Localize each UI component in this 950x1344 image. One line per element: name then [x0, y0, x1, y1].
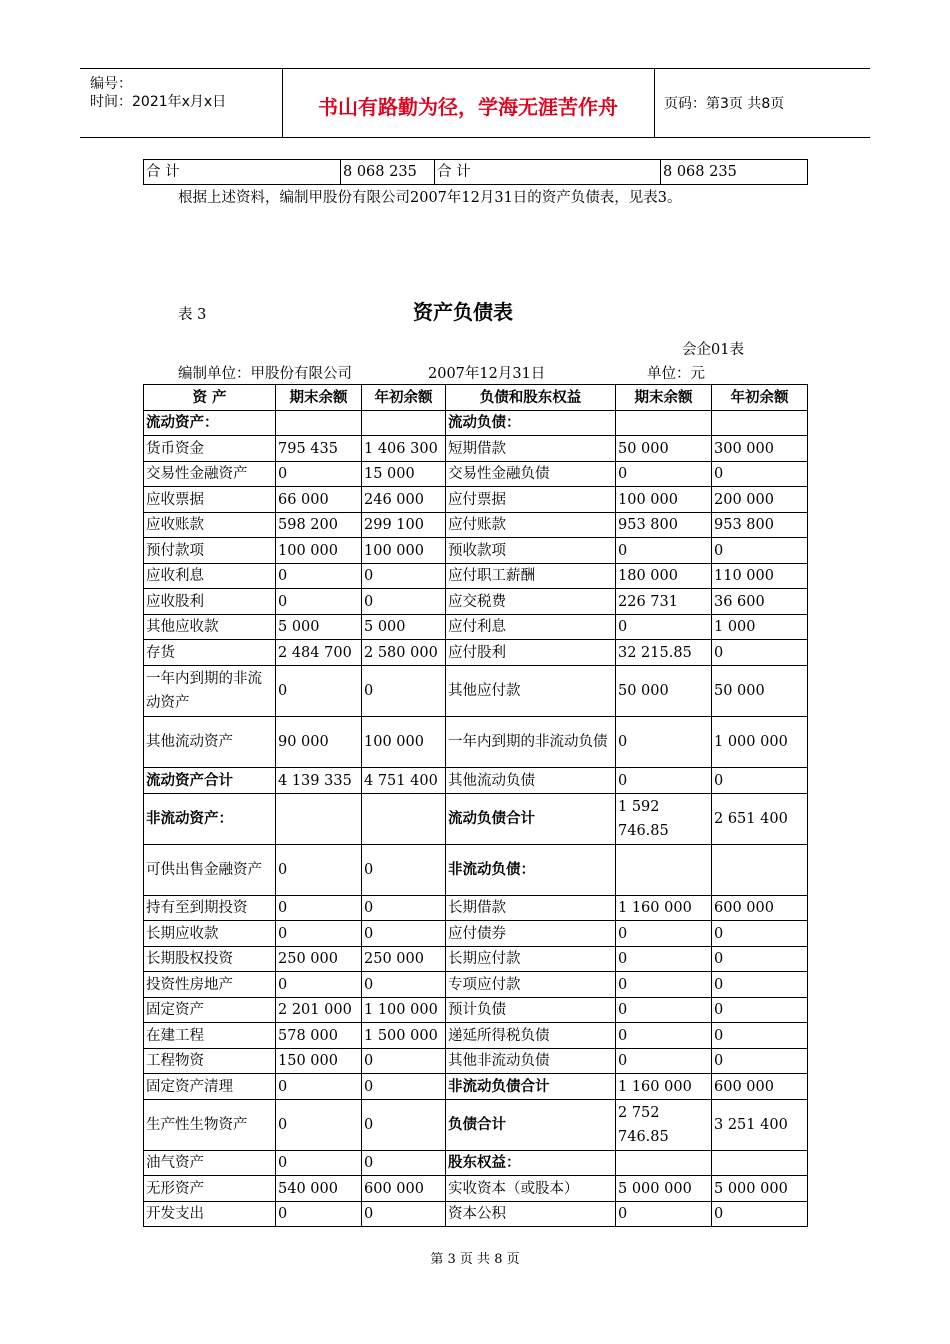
table-cell: 110 000: [712, 564, 808, 589]
table-cell: 0: [276, 589, 362, 615]
number-label: 编号：: [90, 76, 132, 92]
table-cell: 0: [712, 1023, 808, 1049]
table-cell: 短期借款: [446, 436, 616, 462]
table-body: [144, 411, 808, 1227]
table-cell: [712, 845, 808, 896]
table-cell: 8 068 235: [341, 160, 435, 185]
table-cell: 应收票据: [144, 487, 276, 513]
table-cell: 5 000 000: [712, 1176, 808, 1202]
table-cell: [616, 1151, 712, 1176]
table-cell: 开发支出: [144, 1202, 276, 1227]
table-cell: 0: [616, 1023, 712, 1049]
table-cell: 36 600: [712, 589, 808, 615]
table-cell: 1 160 000: [616, 1074, 712, 1100]
table-cell: [362, 411, 446, 436]
table-row: [144, 1049, 808, 1074]
table-cell: 其他应收款: [144, 615, 276, 640]
table-cell: 交易性金融资产: [144, 462, 276, 487]
table-cell: 其他非流动负债: [446, 1049, 616, 1074]
table-cell: 1 000: [712, 615, 808, 640]
table-cell: 在建工程: [144, 1023, 276, 1049]
table-row: [144, 794, 808, 845]
table-cell: 0: [616, 1202, 712, 1227]
preparing-unit: 编制单位：甲股份有限公司: [178, 366, 352, 382]
table-cell: 32 215.85: [616, 640, 712, 666]
table-row: [144, 768, 808, 794]
table-cell: 长期股权投资: [144, 947, 276, 972]
table-cell: 可供出售金融资产: [144, 845, 276, 896]
table-cell: 4 139 335: [276, 768, 362, 794]
table-row: [144, 160, 808, 185]
table-cell: 工程物资: [144, 1049, 276, 1074]
table-cell: 1 406 300: [362, 436, 446, 462]
table-cell: 一年内到期的非流动负债: [446, 717, 616, 768]
table-label: 表 3: [178, 307, 207, 323]
table-cell: 存货: [144, 640, 276, 666]
table-cell: 应收股利: [144, 589, 276, 615]
table-row: [144, 462, 808, 487]
table-cell: 应付股利: [446, 640, 616, 666]
table-cell: 0: [616, 972, 712, 998]
table-cell: 其他应付款: [446, 666, 616, 717]
table-cell: 150 000: [276, 1049, 362, 1074]
table-cell: 长期应付款: [446, 947, 616, 972]
table-cell: 长期借款: [446, 896, 616, 921]
table-cell: 0: [616, 462, 712, 487]
table-cell: 0: [276, 972, 362, 998]
table-cell: 4 751 400: [362, 768, 446, 794]
table-cell: 0: [712, 1202, 808, 1227]
table-cell: 应付债券: [446, 921, 616, 947]
table-row: [144, 1023, 808, 1049]
table-cell: 预收款项: [446, 538, 616, 564]
table-row: [144, 972, 808, 998]
table-cell: 0: [712, 640, 808, 666]
document-title-wrap: [0, 296, 950, 325]
table-cell: 0: [362, 666, 446, 717]
table-cell: 50 000: [712, 666, 808, 717]
time-label: 时间：2021年x月x日: [90, 94, 227, 110]
table-cell: 50 000: [616, 436, 712, 462]
table-cell: 0: [362, 1202, 446, 1227]
table-cell: 其他流动资产: [144, 717, 276, 768]
intro-paragraph: 根据上述资料，编制甲股份有限公司2007年12月31日的资产负债表，见表3。: [178, 190, 682, 206]
table-cell: 0: [276, 564, 362, 589]
table-cell: 100 000: [276, 538, 362, 564]
form-code: 会企01表: [682, 342, 744, 358]
table-cell: 0: [276, 921, 362, 947]
table-cell: 1 592 746.85: [616, 794, 712, 845]
table-cell: 应付职工薪酬: [446, 564, 616, 589]
table-cell: 股东权益：: [446, 1151, 616, 1176]
table-cell: 应付账款: [446, 513, 616, 538]
table-cell: 250 000: [276, 947, 362, 972]
table-cell: 生产性生物资产: [144, 1100, 276, 1151]
table-cell: 226 731: [616, 589, 712, 615]
table-cell: 油气资产: [144, 1151, 276, 1176]
table-cell: 0: [276, 1202, 362, 1227]
table-cell: 0: [616, 921, 712, 947]
table-cell: 应付票据: [446, 487, 616, 513]
table-cell: 流动负债：: [446, 411, 616, 436]
table-cell: 5 000: [362, 615, 446, 640]
table-cell: 0: [362, 589, 446, 615]
table-cell: 资本公积: [446, 1202, 616, 1227]
document-title: 资产负债表: [413, 300, 513, 324]
currency-unit: 单位：元: [647, 366, 705, 382]
table-cell: 0: [616, 768, 712, 794]
table-cell: 非流动资产：: [144, 794, 276, 845]
table-cell: 交易性金融负债: [446, 462, 616, 487]
table-cell: 0: [712, 538, 808, 564]
table-cell: 0: [276, 896, 362, 921]
table-cell: 0: [276, 1100, 362, 1151]
motto: 书山有路勤为径，学海无涯苦作舟: [318, 95, 618, 119]
table-cell: 3 251 400: [712, 1100, 808, 1151]
table-cell: 0: [712, 1049, 808, 1074]
table-cell: 0: [362, 1100, 446, 1151]
table-cell: 15 000: [362, 462, 446, 487]
column-header: 负债和股东权益: [446, 385, 616, 411]
table-cell: 540 000: [276, 1176, 362, 1202]
table-cell: 0: [362, 845, 446, 896]
table-row: [144, 1100, 808, 1151]
table-cell: 1 500 000: [362, 1023, 446, 1049]
table-cell: 0: [712, 768, 808, 794]
table-cell: [276, 794, 362, 845]
table-cell: 2 580 000: [362, 640, 446, 666]
table-cell: 0: [362, 921, 446, 947]
table-cell: 299 100: [362, 513, 446, 538]
table-cell: 180 000: [616, 564, 712, 589]
header-page-cell: [654, 69, 870, 137]
table-cell: 598 200: [276, 513, 362, 538]
table-row: [144, 896, 808, 921]
table-row: [144, 666, 808, 717]
table-row: [144, 564, 808, 589]
column-header: 期末余额: [276, 385, 362, 411]
table-cell: 5 000 000: [616, 1176, 712, 1202]
table-cell: 1 000 000: [712, 717, 808, 768]
table-cell: 流动资产合计: [144, 768, 276, 794]
table-row: [144, 921, 808, 947]
table-cell: 0: [616, 615, 712, 640]
table-cell: 100 000: [616, 487, 712, 513]
table-cell: 0: [276, 1074, 362, 1100]
table-cell: 1 160 000: [616, 896, 712, 921]
table-cell: [712, 1151, 808, 1176]
table-row: [144, 1202, 808, 1227]
table-cell: 5 000: [276, 615, 362, 640]
table-cell: 0: [616, 998, 712, 1023]
table-cell: 应收利息: [144, 564, 276, 589]
table-cell: [616, 845, 712, 896]
table-row: [144, 717, 808, 768]
table-cell: 流动负债合计: [446, 794, 616, 845]
column-header: 期末余额: [616, 385, 712, 411]
table-cell: 0: [616, 538, 712, 564]
table-row: [144, 640, 808, 666]
balance-sheet-table: [143, 384, 808, 1227]
table-cell: 0: [712, 947, 808, 972]
table-cell: 100 000: [362, 717, 446, 768]
table-row: [144, 411, 808, 436]
table-cell: 负债合计: [446, 1100, 616, 1151]
table-row: [144, 615, 808, 640]
header-info: [80, 69, 283, 137]
table-cell: 0: [362, 1049, 446, 1074]
table-cell: 0: [712, 972, 808, 998]
table-cell: 无形资产: [144, 1176, 276, 1202]
table-row: [144, 1151, 808, 1176]
table-cell: 0: [712, 921, 808, 947]
table-cell: 一年内到期的非流动资产: [144, 666, 276, 717]
table-row: [144, 1176, 808, 1202]
table-cell: 600 000: [362, 1176, 446, 1202]
table-cell: 货币资金: [144, 436, 276, 462]
table-cell: 0: [362, 972, 446, 998]
table-header-row: [144, 385, 808, 411]
table-cell: 流动资产：: [144, 411, 276, 436]
table-cell: [616, 411, 712, 436]
previous-table-total-row: [143, 159, 808, 185]
table-row: [144, 513, 808, 538]
table-cell: 非流动负债：: [446, 845, 616, 896]
table-cell: 953 800: [712, 513, 808, 538]
table-cell: 预计负债: [446, 998, 616, 1023]
table-cell: 2 651 400: [712, 794, 808, 845]
table-cell: [712, 411, 808, 436]
table-cell: 200 000: [712, 487, 808, 513]
table-cell: 100 000: [362, 538, 446, 564]
table-row: [144, 538, 808, 564]
table-cell: 50 000: [616, 666, 712, 717]
report-date: 2007年12月31日: [428, 366, 546, 382]
table-cell: 250 000: [362, 947, 446, 972]
table-cell: 0: [276, 1151, 362, 1176]
table-cell: 投资性房地产: [144, 972, 276, 998]
table-cell: 0: [362, 564, 446, 589]
table-cell: 应交税费: [446, 589, 616, 615]
table-row: [144, 845, 808, 896]
table-cell: 0: [276, 845, 362, 896]
table-cell: 持有至到期投资: [144, 896, 276, 921]
table-cell: 795 435: [276, 436, 362, 462]
table-cell: 应付利息: [446, 615, 616, 640]
table-cell: 600 000: [712, 1074, 808, 1100]
table-cell: 非流动负债合计: [446, 1074, 616, 1100]
table-cell: 合 计: [144, 160, 341, 185]
table-cell: 0: [362, 1151, 446, 1176]
table-cell: 0: [616, 717, 712, 768]
table-cell: 0: [276, 462, 362, 487]
table-cell: 300 000: [712, 436, 808, 462]
table-cell: 应收账款: [144, 513, 276, 538]
table-cell: 578 000: [276, 1023, 362, 1049]
table-cell: 2 484 700: [276, 640, 362, 666]
table-cell: 0: [616, 1049, 712, 1074]
column-header: 资 产: [144, 385, 276, 411]
table-cell: 0: [712, 998, 808, 1023]
table-cell: 90 000: [276, 717, 362, 768]
table-row: [144, 436, 808, 462]
table-cell: 固定资产: [144, 998, 276, 1023]
table-cell: 合 计: [435, 160, 661, 185]
table-cell: 2 201 000: [276, 998, 362, 1023]
table-cell: 0: [362, 896, 446, 921]
page-header: [80, 68, 870, 138]
table-cell: 246 000: [362, 487, 446, 513]
header-motto-cell: [282, 69, 655, 137]
table-cell: 0: [362, 1074, 446, 1100]
table-cell: 8 068 235: [661, 160, 808, 185]
table-cell: 实收资本（或股本）: [446, 1176, 616, 1202]
table-row: [144, 998, 808, 1023]
page-footer: 第 3 页 共 8 页: [430, 1252, 520, 1267]
table-row: [144, 1074, 808, 1100]
table-cell: 1 100 000: [362, 998, 446, 1023]
column-header: 年初余额: [712, 385, 808, 411]
table-row: [144, 487, 808, 513]
table-cell: 0: [616, 947, 712, 972]
table-cell: 66 000: [276, 487, 362, 513]
table-cell: [362, 794, 446, 845]
table-cell: 专项应付款: [446, 972, 616, 998]
table-cell: 长期应收款: [144, 921, 276, 947]
table-cell: [276, 411, 362, 436]
table-cell: 固定资产清理: [144, 1074, 276, 1100]
table-cell: 953 800: [616, 513, 712, 538]
page-number-label: 页码：第3页 共8页: [664, 96, 785, 112]
table-row: [144, 589, 808, 615]
column-header: 年初余额: [362, 385, 446, 411]
table-cell: 其他流动负债: [446, 768, 616, 794]
table-cell: 递延所得税负债: [446, 1023, 616, 1049]
table-cell: 预付款项: [144, 538, 276, 564]
table-cell: 600 000: [712, 896, 808, 921]
table-cell: 0: [712, 462, 808, 487]
table-cell: 0: [276, 666, 362, 717]
table-row: [144, 947, 808, 972]
table-cell: 2 752 746.85: [616, 1100, 712, 1151]
